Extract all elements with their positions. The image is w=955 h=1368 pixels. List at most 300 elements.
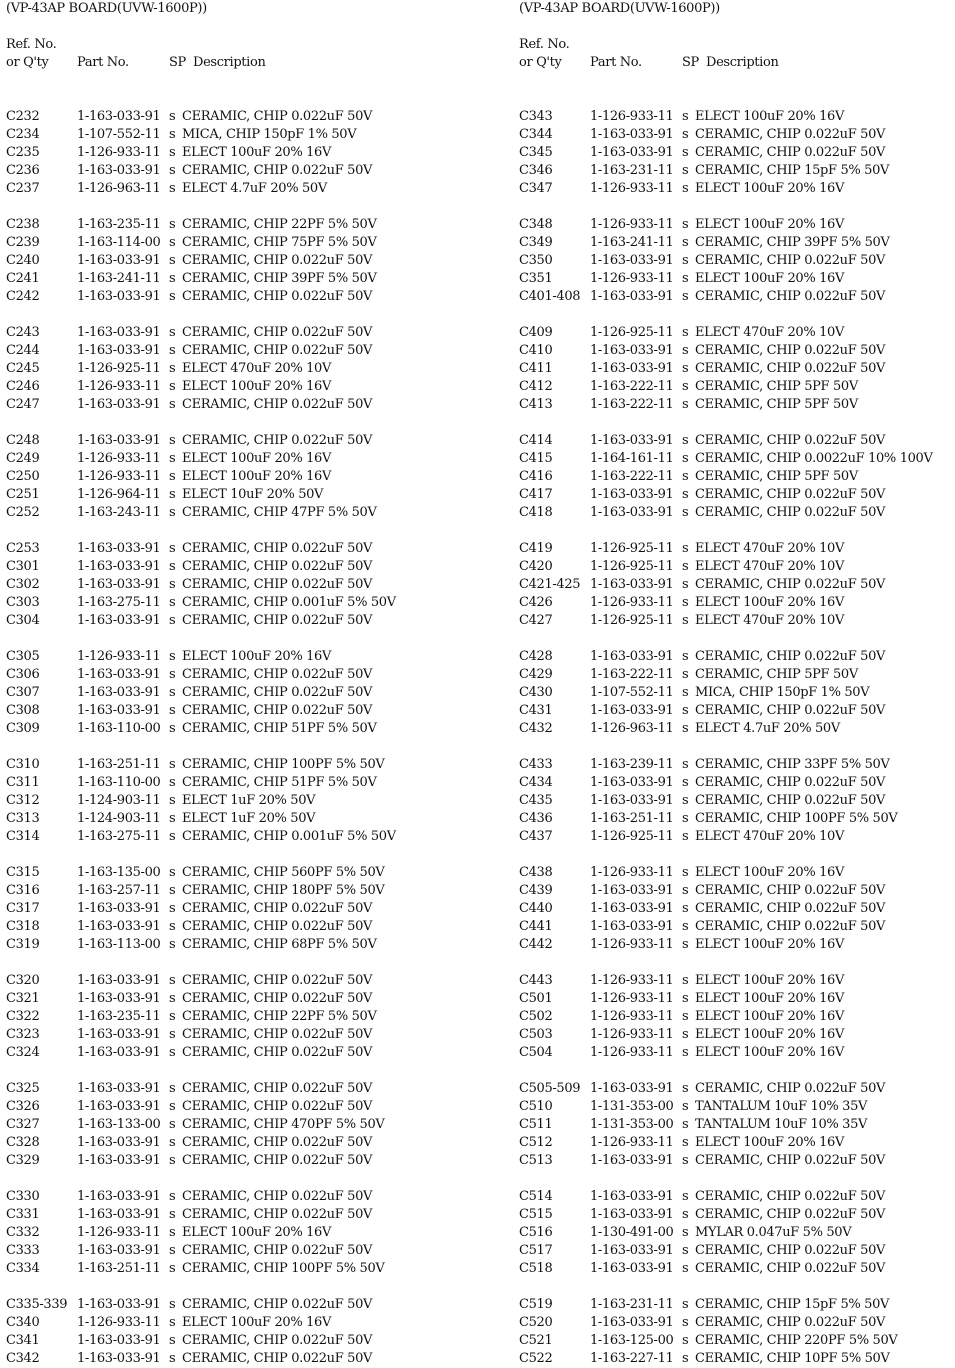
sp-flag: s	[682, 991, 689, 1006]
sp-flag: s	[169, 1207, 176, 1222]
parts-row	[519, 1296, 955, 1314]
parts-row	[519, 450, 955, 468]
description: CERAMIC, CHIP 0.022uF 50V	[182, 1207, 373, 1222]
part-no: 1-163-033-91	[590, 145, 674, 160]
description: ELECT 100uF 20% 16V	[182, 451, 332, 466]
part-no: 1-163-033-91	[77, 1333, 161, 1348]
description: CERAMIC, CHIP 5PF 50V	[695, 397, 858, 412]
parts-row	[519, 576, 955, 594]
part-no: 1-124-903-11	[77, 793, 161, 808]
sp-flag: s	[169, 919, 176, 934]
sp-flag: s	[682, 1009, 689, 1024]
parts-row	[519, 1116, 955, 1134]
parts-row	[6, 252, 476, 270]
description: CERAMIC, CHIP 51PF 5% 50V	[182, 721, 377, 736]
part-no: 1-163-033-91	[77, 253, 161, 268]
parts-row	[6, 1044, 476, 1062]
parts-row	[519, 936, 955, 954]
part-no: 1-163-033-91	[590, 577, 674, 592]
group-spacer	[6, 846, 476, 864]
ref-no: C301	[6, 559, 40, 574]
group-spacer	[6, 90, 476, 108]
parts-row	[6, 756, 476, 774]
sp-flag: s	[682, 721, 689, 736]
sp-flag: s	[169, 1261, 176, 1276]
description: CERAMIC, CHIP 100PF 5% 50V	[182, 1261, 385, 1276]
description: ELECT 470uF 20% 10V	[695, 325, 845, 340]
parts-row	[6, 360, 476, 378]
header-ref-qty: or Q'ty	[6, 55, 49, 70]
ref-no: C304	[6, 613, 40, 628]
ref-no: C443	[519, 973, 553, 988]
group-spacer	[6, 954, 476, 972]
part-no: 1-126-933-11	[590, 1027, 674, 1042]
ref-no: C502	[519, 1009, 553, 1024]
description: ELECT 100uF 20% 16V	[695, 865, 845, 880]
parts-row	[6, 234, 476, 252]
ref-no: C306	[6, 667, 40, 682]
description: CERAMIC, CHIP 0.022uF 50V	[182, 973, 373, 988]
description: CERAMIC, CHIP 0.022uF 50V	[695, 883, 886, 898]
ref-no: C412	[519, 379, 553, 394]
sp-flag: s	[682, 487, 689, 502]
ref-no: C320	[6, 973, 40, 988]
part-no: 1-163-033-91	[590, 649, 674, 664]
group-spacer	[519, 1278, 955, 1296]
sp-flag: s	[169, 811, 176, 826]
part-no: 1-163-235-11	[77, 1009, 161, 1024]
parts-row	[519, 378, 955, 396]
column-header-row	[6, 54, 476, 72]
sp-flag: s	[682, 127, 689, 142]
sp-flag: s	[682, 973, 689, 988]
sp-flag: s	[169, 1081, 176, 1096]
description: CERAMIC, CHIP 0.001uF 5% 50V	[182, 829, 396, 844]
ref-no: C417	[519, 487, 553, 502]
part-no: 1-107-552-11	[590, 685, 674, 700]
parts-row	[6, 774, 476, 792]
sp-flag: s	[682, 703, 689, 718]
description: MICA, CHIP 150pF 1% 50V	[695, 685, 870, 700]
parts-row	[519, 1224, 955, 1242]
ref-no: C434	[519, 775, 553, 790]
sp-flag: s	[169, 145, 176, 160]
ref-no: C330	[6, 1189, 40, 1204]
sp-flag: s	[682, 145, 689, 160]
group-spacer	[6, 1170, 476, 1188]
ref-no: C252	[6, 505, 40, 520]
description: CERAMIC, CHIP 0.022uF 50V	[182, 1243, 373, 1258]
sp-flag: s	[169, 397, 176, 412]
part-no: 1-163-033-91	[590, 1207, 674, 1222]
description: ELECT 100uF 20% 16V	[695, 217, 845, 232]
ref-no: C243	[6, 325, 40, 340]
group-spacer	[519, 306, 955, 324]
sp-flag: s	[169, 127, 176, 142]
part-no: 1-163-033-91	[77, 685, 161, 700]
ref-no: C420	[519, 559, 553, 574]
ref-no: C512	[519, 1135, 553, 1150]
sp-flag: s	[169, 361, 176, 376]
part-no: 1-126-933-11	[77, 1315, 161, 1330]
description: CERAMIC, CHIP 180PF 5% 50V	[182, 883, 385, 898]
part-no: 1-126-933-11	[77, 145, 161, 160]
sp-flag: s	[169, 973, 176, 988]
description: ELECT 470uF 20% 10V	[182, 361, 332, 376]
sp-flag: s	[682, 325, 689, 340]
ref-no: C438	[519, 865, 553, 880]
description: MICA, CHIP 150pF 1% 50V	[182, 127, 357, 142]
ref-no: C303	[6, 595, 40, 610]
sp-flag: s	[169, 667, 176, 682]
description: CERAMIC, CHIP 0.022uF 50V	[695, 343, 886, 358]
ref-no: C429	[519, 667, 553, 682]
description: CERAMIC, CHIP 0.022uF 50V	[182, 1099, 373, 1114]
parts-row	[519, 648, 955, 666]
parts-row	[519, 1080, 955, 1098]
sp-flag: s	[682, 559, 689, 574]
ref-no: C246	[6, 379, 40, 394]
part-no: 1-163-033-91	[77, 1351, 161, 1366]
description: CERAMIC, CHIP 0.022uF 50V	[695, 433, 886, 448]
description: CERAMIC, CHIP 5PF 50V	[695, 667, 858, 682]
sp-flag: s	[169, 109, 176, 124]
sp-flag: s	[682, 1135, 689, 1150]
ref-no: C514	[519, 1189, 553, 1204]
sp-flag: s	[169, 775, 176, 790]
description: ELECT 100uF 20% 16V	[695, 973, 845, 988]
parts-row	[6, 1350, 476, 1368]
parts-row	[519, 702, 955, 720]
description: CERAMIC, CHIP 0.022uF 50V	[695, 127, 886, 142]
parts-row	[519, 504, 955, 522]
sp-flag: s	[682, 1117, 689, 1132]
description: CERAMIC, CHIP 5PF 50V	[695, 379, 858, 394]
parts-row	[6, 576, 476, 594]
sp-flag: s	[682, 163, 689, 178]
sp-flag: s	[169, 883, 176, 898]
part-no: 1-163-033-91	[590, 901, 674, 916]
sp-flag: s	[682, 289, 689, 304]
sp-flag: s	[682, 667, 689, 682]
part-no: 1-163-033-91	[590, 703, 674, 718]
parts-row	[6, 1332, 476, 1350]
group-spacer	[6, 738, 476, 756]
ref-no: C413	[519, 397, 553, 412]
sp-flag: s	[169, 937, 176, 952]
description: CERAMIC, CHIP 39PF 5% 50V	[182, 271, 377, 286]
parts-row	[6, 792, 476, 810]
part-no: 1-163-125-00	[590, 1333, 674, 1348]
ref-no: C431	[519, 703, 553, 718]
ref-no: C442	[519, 937, 553, 952]
parts-row	[519, 126, 955, 144]
part-no: 1-126-933-11	[590, 865, 674, 880]
sp-flag: s	[169, 1027, 176, 1042]
group-spacer	[6, 630, 476, 648]
ref-no: C349	[519, 235, 553, 250]
ref-no: C241	[6, 271, 40, 286]
parts-row	[6, 270, 476, 288]
sp-flag: s	[682, 1297, 689, 1312]
ref-no: C251	[6, 487, 40, 502]
parts-row	[6, 810, 476, 828]
description: CERAMIC, CHIP 0.022uF 50V	[695, 145, 886, 160]
ref-no: C239	[6, 235, 40, 250]
parts-row	[519, 270, 955, 288]
header-part-no: Part No.	[77, 55, 129, 70]
parts-row	[6, 396, 476, 414]
sp-flag: s	[682, 1333, 689, 1348]
parts-row	[6, 828, 476, 846]
description: CERAMIC, CHIP 0.022uF 50V	[182, 1189, 373, 1204]
description: CERAMIC, CHIP 0.022uF 50V	[695, 1261, 886, 1276]
ref-no: C253	[6, 541, 40, 556]
part-no: 1-163-033-91	[77, 991, 161, 1006]
sp-flag: s	[169, 865, 176, 880]
ref-no: C240	[6, 253, 40, 268]
part-no: 1-126-933-11	[77, 1225, 161, 1240]
part-no: 1-163-033-91	[77, 343, 161, 358]
part-no: 1-163-033-91	[77, 1135, 161, 1150]
header-description: Description	[706, 55, 779, 70]
group-spacer	[519, 1062, 955, 1080]
description: CERAMIC, CHIP 0.022uF 50V	[695, 487, 886, 502]
spacer	[6, 18, 476, 36]
part-no: 1-163-133-00	[77, 1117, 161, 1132]
sp-flag: s	[169, 613, 176, 628]
ref-no: C436	[519, 811, 553, 826]
ref-no: C511	[519, 1117, 553, 1132]
ref-no: C414	[519, 433, 553, 448]
description: ELECT 100uF 20% 16V	[695, 937, 845, 952]
ref-no: C432	[519, 721, 553, 736]
parts-row	[6, 720, 476, 738]
ref-no: C235	[6, 145, 40, 160]
ref-no: C435	[519, 793, 553, 808]
part-no: 1-163-033-91	[77, 397, 161, 412]
sp-flag: s	[682, 1351, 689, 1366]
ref-no: C333	[6, 1243, 40, 1258]
ref-no: C426	[519, 595, 553, 610]
description: CERAMIC, CHIP 33PF 5% 50V	[695, 757, 890, 772]
parts-row	[6, 1152, 476, 1170]
ref-no: C520	[519, 1315, 553, 1330]
part-no: 1-163-222-11	[590, 667, 674, 682]
ref-no: C521	[519, 1333, 553, 1348]
description: CERAMIC, CHIP 0.022uF 50V	[182, 397, 373, 412]
sp-flag: s	[682, 217, 689, 232]
parts-row	[519, 990, 955, 1008]
part-no: 1-126-925-11	[77, 361, 161, 376]
part-no: 1-163-275-11	[77, 829, 161, 844]
group-spacer	[6, 306, 476, 324]
description: CERAMIC, CHIP 51PF 5% 50V	[182, 775, 377, 790]
sp-flag: s	[682, 343, 689, 358]
parts-row	[6, 432, 476, 450]
part-no: 1-126-933-11	[77, 379, 161, 394]
ref-no: C236	[6, 163, 40, 178]
parts-row	[519, 882, 955, 900]
ref-no: C245	[6, 361, 40, 376]
description: CERAMIC, CHIP 0.022uF 50V	[695, 1243, 886, 1258]
description: TANTALUM 10uF 10% 35V	[695, 1117, 868, 1132]
sp-flag: s	[169, 1189, 176, 1204]
sp-flag: s	[169, 793, 176, 808]
ref-no: C427	[519, 613, 553, 628]
parts-row	[6, 378, 476, 396]
part-no: 1-163-033-91	[77, 325, 161, 340]
description: CERAMIC, CHIP 0.022uF 50V	[695, 775, 886, 790]
part-no: 1-163-135-00	[77, 865, 161, 880]
sp-flag: s	[169, 1351, 176, 1366]
parts-row	[519, 234, 955, 252]
ref-no: C501	[519, 991, 553, 1006]
parts-column-right	[519, 0, 955, 1368]
sp-flag: s	[682, 181, 689, 196]
description: ELECT 470uF 20% 10V	[695, 829, 845, 844]
sp-flag: s	[169, 1297, 176, 1312]
ref-no: C322	[6, 1009, 40, 1024]
sp-flag: s	[169, 1045, 176, 1060]
description: ELECT 470uF 20% 10V	[695, 541, 845, 556]
parts-row	[519, 432, 955, 450]
parts-row	[519, 720, 955, 738]
ref-no: C348	[519, 217, 553, 232]
part-no: 1-163-033-91	[77, 109, 161, 124]
ref-no: C309	[6, 721, 40, 736]
parts-row	[6, 864, 476, 882]
parts-row	[519, 1242, 955, 1260]
ref-no: C237	[6, 181, 40, 196]
ref-no: C342	[6, 1351, 40, 1366]
parts-row	[6, 1026, 476, 1044]
parts-row	[519, 108, 955, 126]
description: CERAMIC, CHIP 0.022uF 50V	[695, 649, 886, 664]
sp-flag: s	[682, 541, 689, 556]
sp-flag: s	[169, 829, 176, 844]
parts-row	[519, 864, 955, 882]
description: ELECT 100uF 20% 16V	[695, 595, 845, 610]
part-no: 1-163-222-11	[590, 379, 674, 394]
part-no: 1-126-963-11	[590, 721, 674, 736]
parts-row	[6, 900, 476, 918]
description: CERAMIC, CHIP 22PF 5% 50V	[182, 1009, 377, 1024]
parts-row	[519, 756, 955, 774]
sp-flag: s	[682, 919, 689, 934]
part-no: 1-163-239-11	[590, 757, 674, 772]
ref-no: C430	[519, 685, 553, 700]
part-no: 1-163-033-91	[77, 919, 161, 934]
parts-row	[6, 990, 476, 1008]
description: CERAMIC, CHIP 0.022uF 50V	[182, 559, 373, 574]
description: ELECT 100uF 20% 16V	[695, 1045, 845, 1060]
parts-column-left	[6, 0, 476, 1368]
sp-flag: s	[682, 649, 689, 664]
part-no: 1-126-933-11	[77, 469, 161, 484]
part-no: 1-163-114-00	[77, 235, 161, 250]
ref-no: C250	[6, 469, 40, 484]
sp-flag: s	[169, 1333, 176, 1348]
parts-row	[519, 396, 955, 414]
sp-flag: s	[169, 1243, 176, 1258]
ref-no: C321	[6, 991, 40, 1006]
part-no: 1-163-222-11	[590, 469, 674, 484]
part-no: 1-163-033-91	[77, 1189, 161, 1204]
description: CERAMIC, CHIP 0.022uF 50V	[182, 919, 373, 934]
description: ELECT 100uF 20% 16V	[695, 109, 845, 124]
description: CERAMIC, CHIP 10PF 5% 50V	[695, 1351, 890, 1366]
sp-flag: s	[169, 595, 176, 610]
sp-flag: s	[682, 757, 689, 772]
parts-row	[519, 1332, 955, 1350]
part-no: 1-130-491-00	[590, 1225, 674, 1240]
part-no: 1-126-933-11	[590, 1045, 674, 1060]
sp-flag: s	[682, 1099, 689, 1114]
parts-row	[519, 810, 955, 828]
sp-flag: s	[169, 487, 176, 502]
part-no: 1-163-033-91	[77, 1153, 161, 1168]
part-no: 1-163-033-91	[590, 343, 674, 358]
ref-no: C335-339	[6, 1297, 68, 1312]
description: CERAMIC, CHIP 5PF 50V	[695, 469, 858, 484]
ref-no: C517	[519, 1243, 553, 1258]
part-no: 1-163-227-11	[590, 1351, 674, 1366]
sp-flag: s	[169, 559, 176, 574]
description: CERAMIC, CHIP 0.022uF 50V	[695, 361, 886, 376]
sp-flag: s	[682, 1045, 689, 1060]
ref-no: C238	[6, 217, 40, 232]
parts-row	[6, 1296, 476, 1314]
sp-flag: s	[682, 1207, 689, 1222]
ref-no: C505-509	[519, 1081, 581, 1096]
group-spacer	[519, 846, 955, 864]
parts-row	[519, 558, 955, 576]
ref-no: C318	[6, 919, 40, 934]
description: CERAMIC, CHIP 0.022uF 50V	[182, 1297, 373, 1312]
ref-no: C308	[6, 703, 40, 718]
ref-no: C416	[519, 469, 553, 484]
part-no: 1-163-033-91	[77, 559, 161, 574]
parts-row	[6, 882, 476, 900]
part-no: 1-126-933-11	[590, 217, 674, 232]
part-no: 1-163-033-91	[77, 973, 161, 988]
description: CERAMIC, CHIP 0.022uF 50V	[182, 1333, 373, 1348]
part-no: 1-163-033-91	[590, 487, 674, 502]
sp-flag: s	[682, 1081, 689, 1096]
part-no: 1-163-033-91	[77, 541, 161, 556]
sp-flag: s	[169, 253, 176, 268]
sp-flag: s	[682, 271, 689, 286]
description: ELECT 100uF 20% 16V	[695, 271, 845, 286]
part-no: 1-126-963-11	[77, 181, 161, 196]
parts-row	[519, 1044, 955, 1062]
sp-flag: s	[682, 595, 689, 610]
part-no: 1-163-033-91	[590, 127, 674, 142]
group-spacer	[519, 90, 955, 108]
parts-row	[6, 342, 476, 360]
parts-row	[6, 504, 476, 522]
parts-row	[6, 540, 476, 558]
header-ref-no: Ref. No.	[519, 37, 570, 52]
group-spacer	[519, 198, 955, 216]
part-no: 1-126-925-11	[590, 541, 674, 556]
group-spacer	[519, 522, 955, 540]
group-spacer	[6, 414, 476, 432]
sp-flag: s	[169, 1153, 176, 1168]
description: CERAMIC, CHIP 15pF 5% 50V	[695, 163, 890, 178]
sp-flag: s	[682, 577, 689, 592]
